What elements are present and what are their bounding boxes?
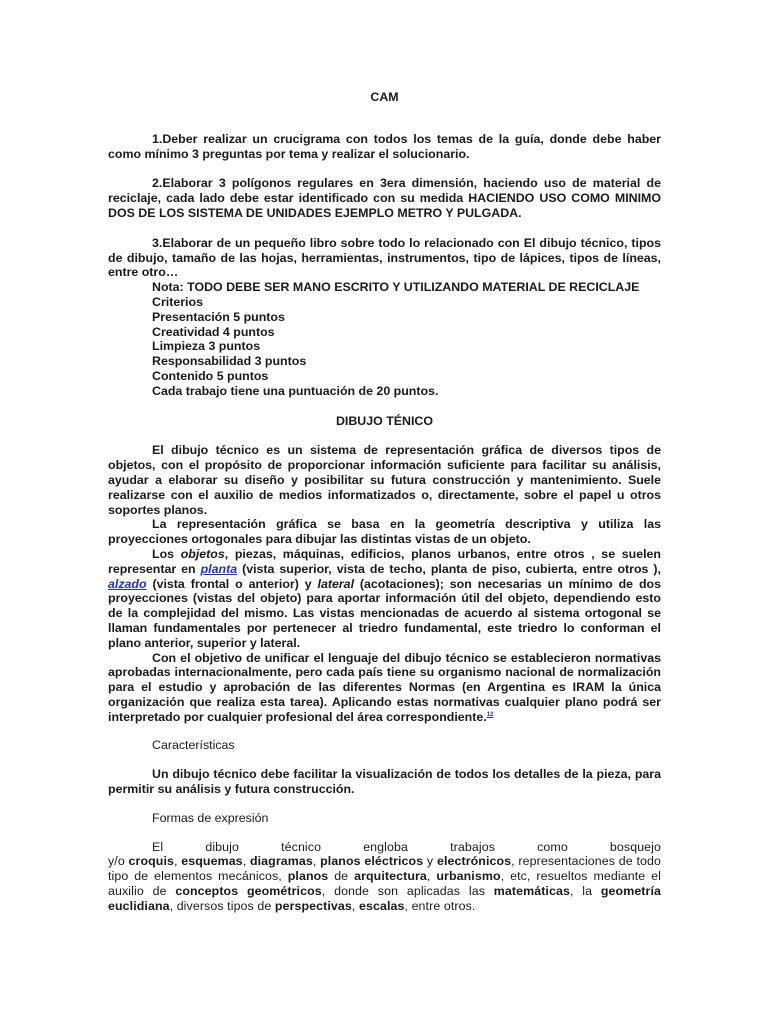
document-body <box>108 90 661 914</box>
formas-rest <box>108 854 661 913</box>
word: técnico <box>281 839 322 854</box>
text-run: , <box>351 898 359 913</box>
word: como <box>537 839 568 854</box>
term-perspectivas: perspectivas <box>274 898 352 913</box>
term-conceptos-geometricos: conceptos geométricos <box>175 884 322 899</box>
task-1: 1.Deber realizar un crucigrama con todos los temas de la guía, donde debe haber como mínimo 3 preguntas por tema y realizar el solucionario. <box>108 131 661 161</box>
text-run: y <box>423 854 437 869</box>
word: El <box>152 839 164 854</box>
text-run: , representaciones de todo tipo de elementos mecánicos, <box>108 854 661 884</box>
text-run: Los <box>152 546 181 561</box>
heading-formas: Formas de expresión <box>152 810 269 825</box>
text-run: (vista frontal o anterior) y <box>146 576 318 591</box>
text-run: Con el objetivo de unificar el lenguaje del dibujo técnico se establecieron normativas aprobadas internacionalmente, pero cada país tiene su organismo nacional de normalización para el estudio y aprobación de las diferentes Normas (en Argentina es IRAM la única organización que realiza esta tarea). Aplicando estas normativas cualquier plano podrá ser interpretado por cualquier profesional del área correspondiente. <box>108 650 661 724</box>
text-run: , <box>242 854 250 869</box>
paragraph-representation: La representación gráfica se basa en la geometría descriptiva y utiliza las proyecciones ortogonales para dibujar las distintas vistas de un objeto. <box>108 517 661 547</box>
text-run: , <box>312 854 321 869</box>
link-alzado[interactable]: alzado <box>108 576 147 591</box>
term-esquemas: esquemas <box>181 854 243 869</box>
text-run: , la <box>569 884 601 899</box>
criteria-heading: Criterios <box>152 294 203 309</box>
text-run: de <box>328 869 355 884</box>
text-run: , diversos tipos de <box>169 898 275 913</box>
word: bosquejo <box>609 839 662 854</box>
text-run: (acotaciones); son necesarias un mínimo de dos proyecciones (vistas del objeto) para aportar información útil del objeto, dependiendo esto de la complejidad del mismo. Las vistas mencionadas de acuerdo al sistema ortogonal se llaman fundamentales por pertenecer al triedro fundamental, este triedro lo conforman el plano anterior, superior y lateral. <box>108 576 661 650</box>
paragraph-definition: El dibujo técnico es un sistema de representación gráfica de diversos tipos de objetos, con el propósito de proporcionar información suficiente para facilitar su análisis, ayudar a elaborar su diseño y posibilitar su futura construcción y mantenimiento. Suele realizarse con el auxilio de medios informatizados o, directamente, sobre el papel u otros soportes planos. <box>108 443 661 517</box>
text-run: , piezas, máquinas, edificios, planos urbanos, entre otros , se suelen representar en <box>108 546 661 576</box>
criteria-item: Creatividad 4 puntos <box>152 324 275 339</box>
note-text: Nota: TODO DEBE SER MANO ESCRITO Y UTILIZANDO MATERIAL DE RECICLAJE <box>152 280 640 295</box>
text-run: , <box>426 869 437 884</box>
paragraph-caracteristicas: Un dibujo técnico debe facilitar la visualización de todos los detalles de la pieza, para permitir su análisis y futura construcción. <box>108 767 661 797</box>
term-geometria-euclidiana: geometría euclidiana <box>108 884 661 913</box>
heading-caracteristicas: Características <box>152 738 235 753</box>
term-planos: planos <box>287 869 329 884</box>
text-run: , etc, resueltos mediante el auxilio de <box>108 869 661 899</box>
word: engloba <box>363 839 408 854</box>
text-run: y/o <box>108 854 129 869</box>
task-3: 3.Elaborar de un pequeño libro sobre todo lo relacionado con El dibujo técnico, tipos de dibujo, tamaño de las hojas, herramientas, instrumentos, tipo de lápices, tipos de líneas, entre otro… <box>108 235 661 280</box>
word: trabajos <box>450 839 495 854</box>
text-run: , <box>174 854 182 869</box>
term-croquis: croquis <box>128 854 174 869</box>
term-objetos: objetos <box>180 546 225 561</box>
link-planta[interactable]: planta <box>200 561 238 576</box>
term-planos-electricos: planos eléctricos <box>320 854 424 869</box>
criteria-list <box>152 295 661 399</box>
criteria-item: Limpieza 3 puntos <box>152 339 261 354</box>
footnote-link[interactable]: 12 <box>486 711 494 718</box>
criteria-item: Responsabilidad 3 puntos <box>152 354 307 369</box>
page-title: CAM <box>370 90 399 104</box>
criteria-item: Presentación 5 puntos <box>152 309 285 324</box>
criteria-item: Contenido 5 puntos <box>152 368 269 383</box>
term-electronicos: electrónicos <box>436 854 512 869</box>
formas-first-line <box>108 840 661 855</box>
term-arquitectura: arquitectura <box>354 869 427 884</box>
paragraph-views <box>108 547 661 651</box>
criteria-total: Cada trabajo tiene una puntuación de 20 puntos. <box>152 383 439 398</box>
term-lateral: lateral <box>317 576 355 591</box>
task-2: 2.Elaborar 3 polígonos regulares en 3era dimensión, haciendo uso de material de reciclaje, cada lado debe estar identificado con su medida HACIENDO USO COMO MINIMO DOS DE LOS SISTEMA DE UNIDADES EJEMPLO METRO Y PULGADA. <box>108 176 661 220</box>
term-urbanismo: urbanismo <box>436 869 501 884</box>
text-run: , entre otros. <box>404 898 476 913</box>
note-block <box>108 280 661 398</box>
paragraph-normativas <box>108 651 661 725</box>
word: dibujo <box>205 839 239 854</box>
text-run: , donde son aplicadas las <box>321 884 494 899</box>
term-diagramas: diagramas <box>249 854 313 869</box>
section-title: DIBUJO TÉNICO <box>335 413 434 428</box>
term-escalas: escalas <box>358 898 405 913</box>
term-matematicas: matemáticas <box>493 884 570 899</box>
paragraph-formas <box>108 840 661 914</box>
text-run: (vista superior, vista de techo, planta de piso, cubierta, entre otros ), <box>237 561 661 576</box>
